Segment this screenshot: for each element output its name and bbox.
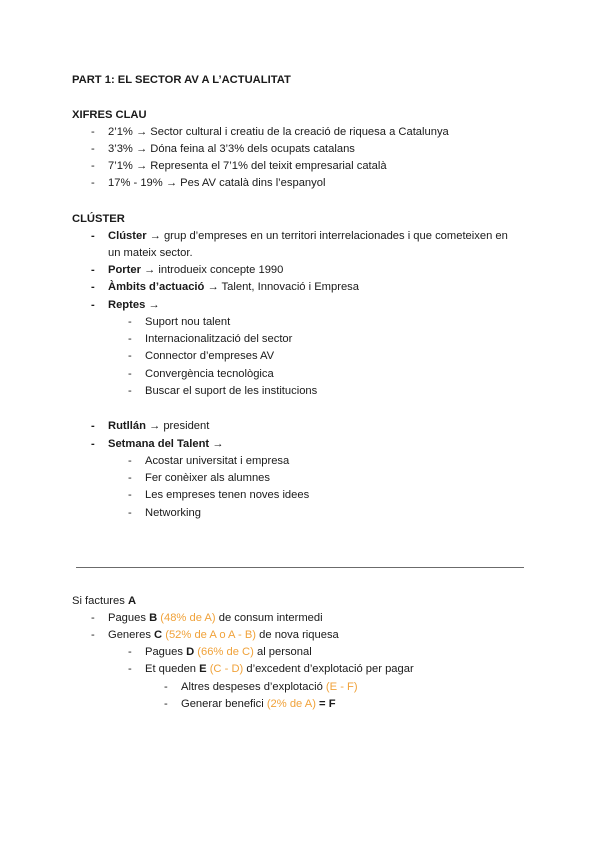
var-b: B: [149, 612, 158, 624]
bullet: -: [91, 281, 95, 293]
bullet: -: [128, 646, 132, 658]
var-c: C: [154, 629, 163, 641]
list-item: 3’3% → Dóna feina al 3’3% dels ocupats catalans: [108, 143, 355, 155]
text: de nova riquesa: [256, 629, 339, 641]
list-item-altres: [181, 679, 358, 696]
text: al personal: [253, 646, 312, 658]
intro-text: Si factures: [72, 595, 128, 607]
list-item: Internacionalització del sector: [145, 333, 293, 345]
bullet: -: [91, 299, 95, 311]
list-item-benefici: [181, 696, 336, 713]
bullet: -: [128, 316, 132, 328]
bullet: -: [91, 160, 95, 172]
text: Generes: [108, 629, 155, 641]
bullet: -: [91, 420, 95, 432]
definition: → introdueix concepte 1990: [140, 264, 284, 276]
text: de consum intermedi: [215, 612, 323, 624]
bullet: -: [128, 663, 132, 675]
list-item-generes-c: [108, 627, 339, 644]
term: Àmbits d’actuació: [108, 281, 205, 293]
definition: →: [145, 299, 160, 311]
text: Pagues: [108, 612, 150, 624]
text: Altres despeses d’explotació: [181, 681, 326, 693]
bullet: -: [91, 264, 95, 276]
section-heading-cluster: CLÚSTER: [72, 213, 125, 225]
term: Rutllán: [108, 420, 146, 432]
list-item: Buscar el suport de les institucions: [145, 385, 318, 397]
text: Et queden: [145, 663, 200, 675]
list-item: Networking: [145, 507, 201, 519]
bullet: -: [91, 143, 95, 155]
definition: →: [209, 438, 224, 450]
list-item: Convergència tecnològica: [145, 368, 274, 380]
list-item-ambits: [108, 279, 359, 296]
bullet: -: [91, 612, 95, 624]
definition: → president: [145, 420, 210, 432]
list-item-pagues-d: [145, 644, 312, 661]
list-item-porter: [108, 262, 283, 279]
page-title: PART 1: EL SECTOR AV A L’ACTUALITAT: [72, 74, 291, 86]
section-heading-xifres: XIFRES CLAU: [72, 109, 147, 121]
factures-intro: [72, 593, 136, 610]
bullet: -: [91, 126, 95, 138]
bullet: -: [91, 230, 95, 242]
formula-note: (2% de A): [266, 698, 316, 710]
list-item-queden-e: [145, 661, 414, 678]
list-item-continuation: un mateix sector.: [108, 247, 193, 259]
formula-note: (C - D): [209, 663, 244, 675]
bullet: -: [128, 368, 132, 380]
var-f: F: [328, 698, 336, 710]
list-item: Connector d’empreses AV: [145, 350, 275, 362]
list-item: Acostar universitat i empresa: [145, 455, 290, 467]
text: Pagues: [145, 646, 187, 658]
bullet: -: [164, 698, 168, 710]
bullet: -: [128, 507, 132, 519]
bullet: -: [128, 333, 132, 345]
bullet: -: [91, 438, 95, 450]
bullet: -: [164, 681, 168, 693]
list-item-pagues-b: [108, 610, 323, 627]
formula-note: (48% de A): [160, 612, 216, 624]
term: Setmana del Talent: [108, 438, 210, 450]
definition: → grup d’empreses en un territori interrelacionades i que cometeixen en: [146, 230, 508, 242]
bullet: -: [91, 177, 95, 189]
list-item: 17% - 19% → Pes AV català dins l’espanyol: [108, 177, 326, 189]
var-d: D: [186, 646, 195, 658]
var-e: E: [199, 663, 207, 675]
list-item-reptes: [108, 297, 160, 314]
list-item: Suport nou talent: [145, 316, 231, 328]
list-item: 7’1% → Representa el 7’1% del teixit empresarial català: [108, 160, 387, 172]
list-item: Fer conèixer als alumnes: [145, 472, 270, 484]
bullet: -: [128, 455, 132, 467]
bullet: -: [128, 489, 132, 501]
term: Clúster: [108, 230, 147, 242]
bullet: -: [91, 629, 95, 641]
term: Porter: [108, 264, 141, 276]
bullet: -: [128, 472, 132, 484]
list-item-setmana: [108, 436, 223, 453]
bullet: -: [128, 350, 132, 362]
term: Reptes: [108, 299, 146, 311]
horizontal-divider: [76, 567, 524, 568]
list-item-rutllan: [108, 418, 209, 435]
formula-note: (52% de A o A - B): [165, 629, 257, 641]
definition: → Talent, Innovació i Empresa: [204, 281, 359, 293]
equals: =: [315, 698, 329, 710]
text: d’excedent d’explotació per pagar: [243, 663, 414, 675]
list-item: 2’1% → Sector cultural i creatiu de la creació de riquesa a Catalunya: [108, 126, 449, 138]
formula-note: (E - F): [325, 681, 358, 693]
var-a: A: [127, 595, 137, 607]
text: Generar benefici: [181, 698, 267, 710]
list-item: Les empreses tenen noves idees: [145, 489, 310, 501]
list-item-cluster: [108, 228, 508, 245]
formula-note: (66% de C): [197, 646, 254, 658]
bullet: -: [128, 385, 132, 397]
